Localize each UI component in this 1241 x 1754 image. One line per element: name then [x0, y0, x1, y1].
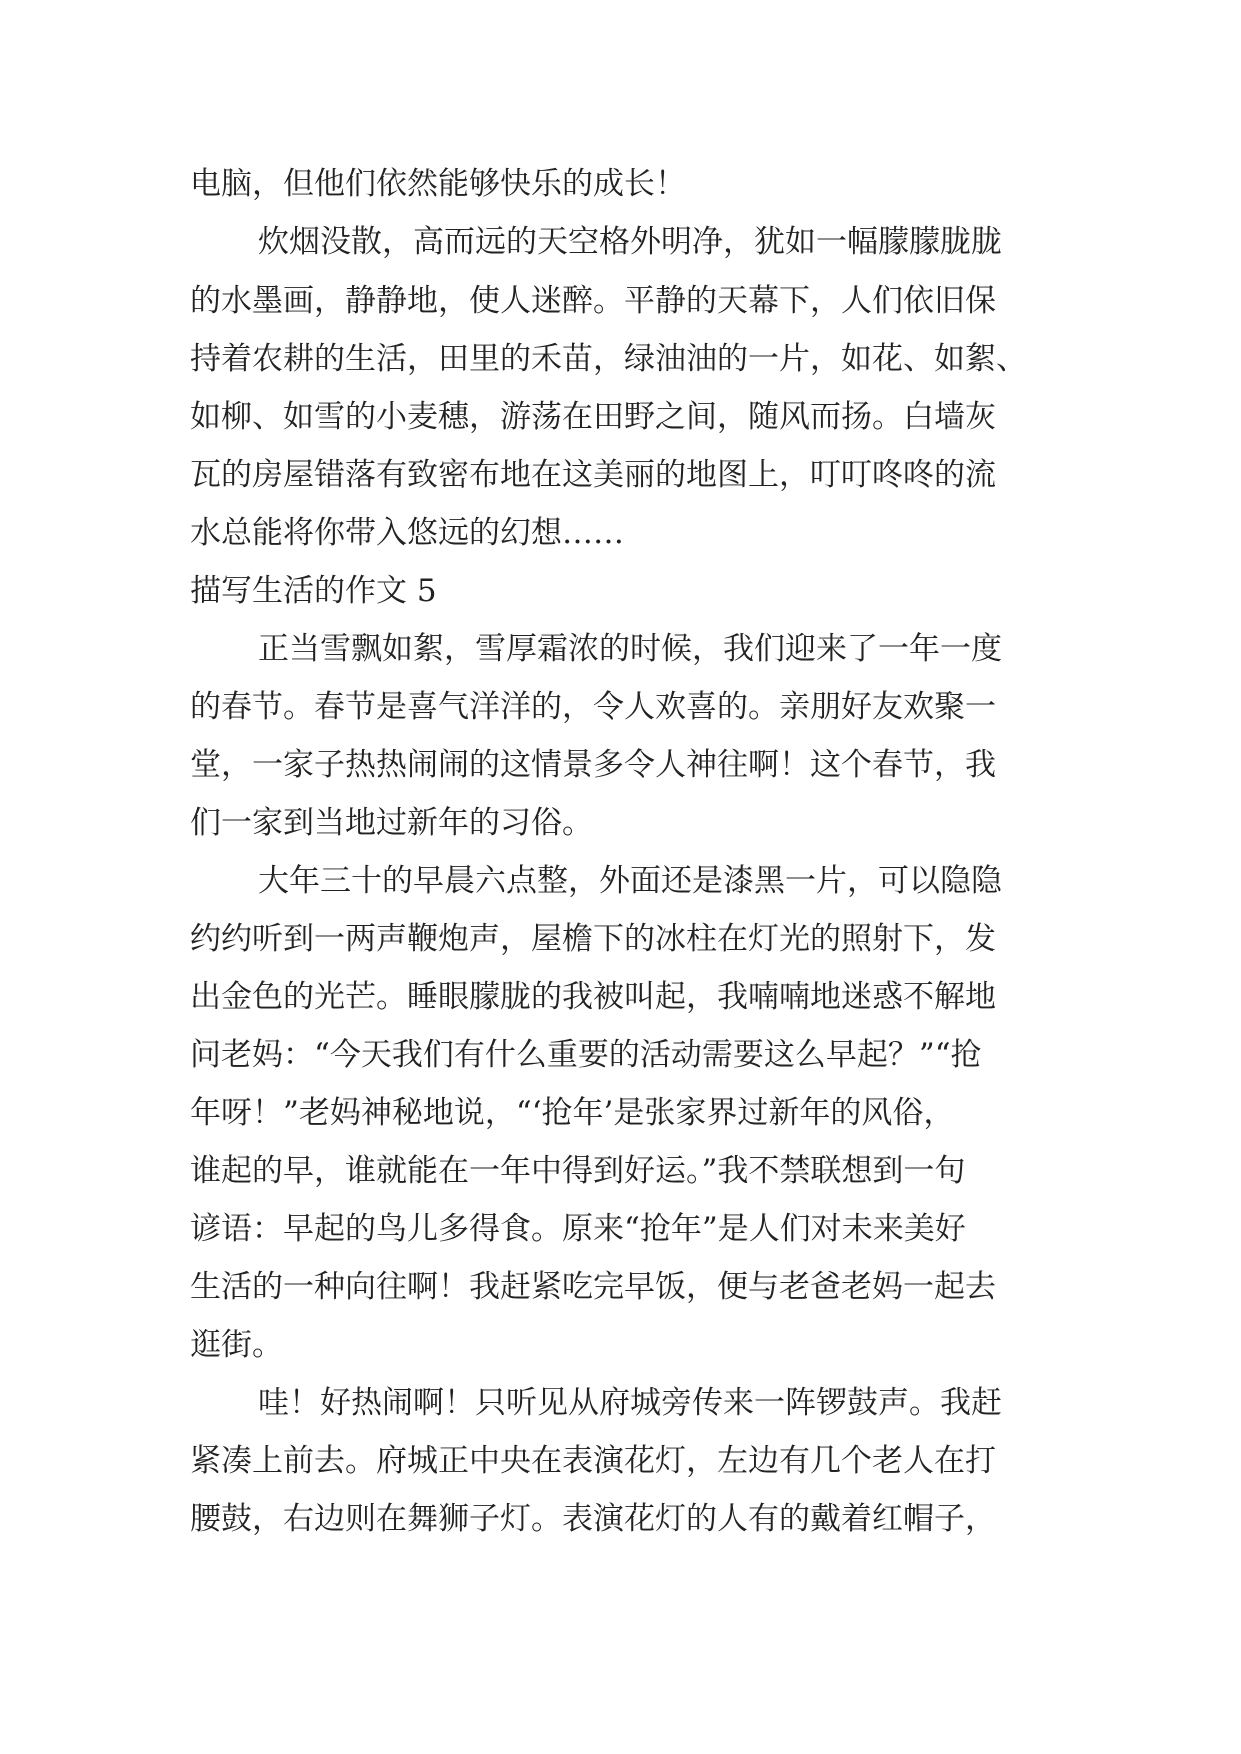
text-line: 电脑，但他们依然能够快乐的成长！ — [190, 166, 686, 202]
text-line: 紧凑上前去。府城正中央在表演花灯，左边有几个老人在打 — [190, 1443, 996, 1479]
text-line: 哇！好热闹啊！只听见从府城旁传来一阵锣鼓声。我赶 — [258, 1385, 1002, 1421]
text-line: 持着农耕的生活，田里的禾苗，绿油油的一片，如花、如絮、 — [190, 341, 1027, 377]
text-line: 瓦的房屋错落有致密布地在这美丽的地图上，叮叮咚咚的流 — [190, 457, 996, 493]
text-line: 谚语：早起的鸟儿多得食。原来“抢年”是人们对未来美好 — [190, 1211, 966, 1247]
text-line: 年呀！”老妈神秘地说，“‘抢年’是张家界过新年的风俗， — [190, 1095, 955, 1131]
text-line: 如柳、如雪的小麦穗，游荡在田野之间，随风而扬。白墙灰 — [190, 399, 996, 435]
text-line: 问老妈：“今天我们有什么重要的活动需要这么早起？”“抢 — [190, 1037, 982, 1073]
text-line: 约约听到一两声鞭炮声，屋檐下的冰柱在灯光的照射下，发 — [190, 921, 996, 957]
text-line: 水总能将你带入悠远的幻想…… — [190, 515, 624, 551]
text-line: 逛街。 — [190, 1327, 283, 1363]
text-line: 生活的一种向往啊！我赶紧吃完早饭，便与老爸老妈一起去 — [190, 1269, 996, 1305]
text-line: 炊烟没散，高而远的天空格外明净，犹如一幅朦朦胧胧 — [258, 224, 1002, 260]
text-line: 腰鼓，右边则在舞狮子灯。表演花灯的人有的戴着红帽子， — [190, 1501, 996, 1537]
text-line: 出金色的光芒。睡眼朦胧的我被叫起，我喃喃地迷惑不解地 — [190, 979, 996, 1015]
text-line: 正当雪飘如絮，雪厚霜浓的时候，我们迎来了一年一度 — [258, 631, 1002, 667]
text-line: 的水墨画，静静地，使人迷醉。平静的天幕下，人们依旧保 — [190, 283, 996, 319]
text-line: 堂，一家子热热闹闹的这情景多令人神往啊！这个春节，我 — [190, 747, 996, 783]
text-line: 的春节。春节是喜气洋洋的，令人欢喜的。亲朋好友欢聚一 — [190, 689, 996, 725]
text-line: 谁起的早，谁就能在一年中得到好运。”我不禁联想到一句 — [190, 1153, 966, 1189]
section-heading: 描写生活的作文 5 — [190, 573, 437, 609]
text-line: 大年三十的早晨六点整，外面还是漆黑一片，可以隐隐 — [258, 863, 1002, 899]
text-line: 们一家到当地过新年的习俗。 — [190, 805, 593, 841]
